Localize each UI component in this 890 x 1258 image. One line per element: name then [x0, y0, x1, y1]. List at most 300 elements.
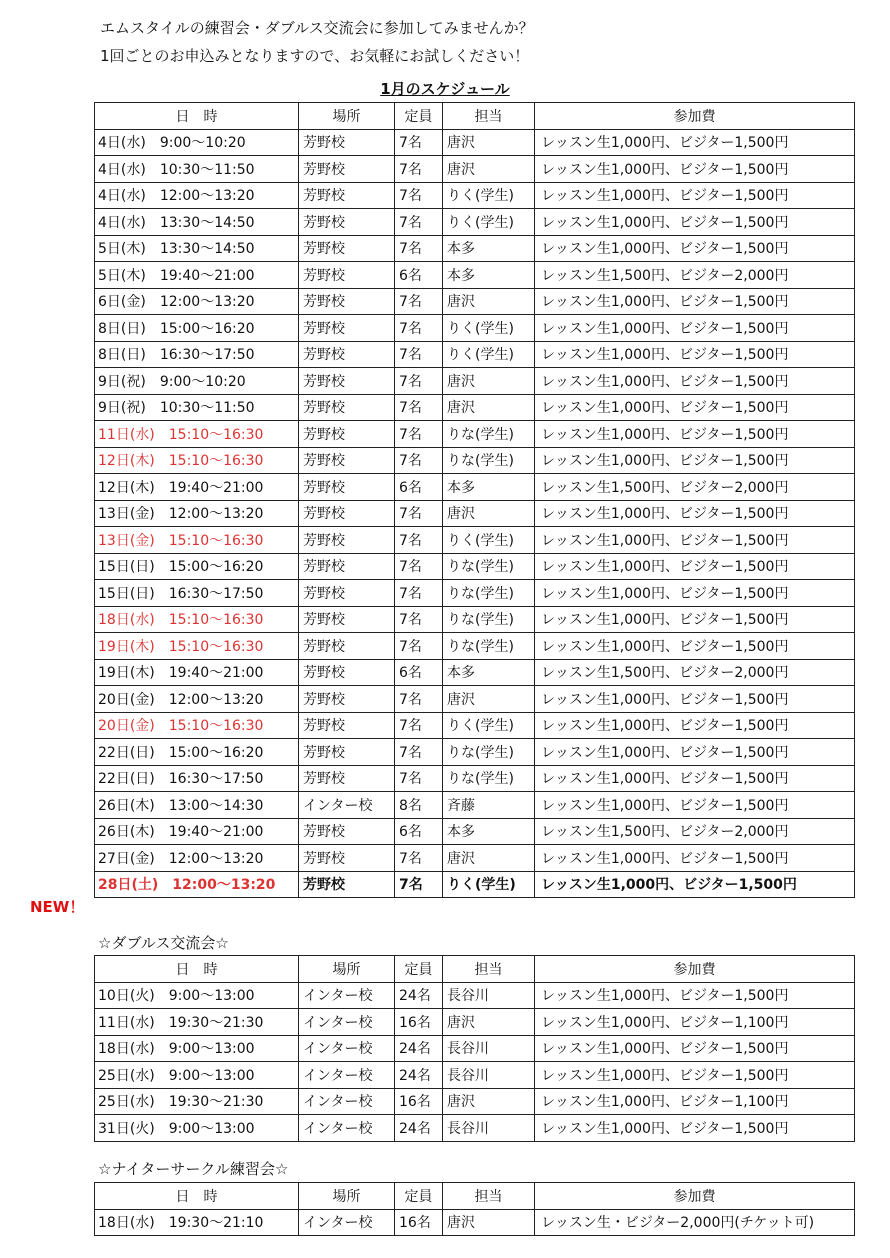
- cell-date: 15日(日): [98, 585, 155, 602]
- cell-time: 12:00〜13:20: [172, 877, 276, 894]
- table-row: [95, 633, 855, 660]
- cell-coach: りな(学生): [443, 606, 535, 633]
- header-place: 場所: [299, 1183, 395, 1210]
- cell-time: 15:10〜16:30: [168, 426, 264, 443]
- cell-place: 芳野校: [299, 129, 395, 156]
- cell-time: 19:40〜21:00: [168, 824, 264, 841]
- header-datetime: 日 時: [95, 1183, 299, 1210]
- intro-line-1: エムスタイルの練習会・ダブルス交流会に参加してみませんか？: [100, 19, 534, 37]
- cell-datetime: [95, 474, 299, 501]
- cell-capacity: 24名: [395, 1035, 443, 1062]
- cell-datetime: [95, 712, 299, 739]
- cell-datetime: [95, 341, 299, 368]
- cell-place: 芳野校: [299, 474, 395, 501]
- table-row: [95, 580, 855, 607]
- table-row: [95, 394, 855, 421]
- cell-capacity: 7名: [395, 182, 443, 209]
- cell-coach: 唐沢: [443, 1088, 535, 1115]
- cell-date: 4日(水): [98, 135, 146, 152]
- cell-coach: りな(学生): [443, 553, 535, 580]
- table-row: [95, 500, 855, 527]
- header-fee: 参加費: [535, 956, 855, 983]
- cell-place: 芳野校: [299, 394, 395, 421]
- cell-coach: 唐沢: [443, 845, 535, 872]
- header-place: 場所: [299, 956, 395, 983]
- cell-datetime: [95, 1115, 299, 1142]
- cell-date: 22日(日): [98, 744, 155, 761]
- cell-coach: りく(学生): [443, 871, 535, 898]
- table-row: [95, 739, 855, 766]
- cell-datetime: [95, 686, 299, 713]
- cell-capacity: 16名: [395, 1009, 443, 1036]
- cell-coach: 唐沢: [443, 368, 535, 395]
- cell-time: 15:10〜16:30: [168, 612, 264, 629]
- cell-date: 22日(日): [98, 771, 155, 788]
- table-row: [95, 1088, 855, 1115]
- header-capacity: 定員: [395, 956, 443, 983]
- cell-coach: 長谷川: [443, 1062, 535, 1089]
- cell-datetime: [95, 792, 299, 819]
- doubles-table: [94, 955, 855, 1142]
- cell-time: 10:30〜11:50: [159, 161, 255, 178]
- table-header-row: [95, 103, 855, 130]
- cell-fee: レッスン生1,000円、ビジター1,500円: [535, 368, 855, 395]
- cell-place: 芳野校: [299, 209, 395, 236]
- cell-time: 16:30〜17:50: [168, 585, 264, 602]
- cell-place: 芳野校: [299, 686, 395, 713]
- cell-capacity: 7名: [395, 606, 443, 633]
- header-datetime: 日 時: [95, 103, 299, 130]
- cell-date: 5日(木): [98, 241, 146, 258]
- table-row: [95, 871, 855, 898]
- cell-capacity: 7名: [395, 288, 443, 315]
- table-row: [95, 235, 855, 262]
- table-row: [95, 1062, 855, 1089]
- cell-datetime: [95, 262, 299, 289]
- cell-place: 芳野校: [299, 447, 395, 474]
- cell-time: 16:30〜17:50: [159, 347, 255, 364]
- cell-place: 芳野校: [299, 871, 395, 898]
- cell-date: 4日(水): [98, 161, 146, 178]
- cell-fee: レッスン生1,000円、ビジター1,500円: [535, 1035, 855, 1062]
- cell-place: インター校: [299, 792, 395, 819]
- table-row: [95, 1035, 855, 1062]
- cell-capacity: 8名: [395, 792, 443, 819]
- cell-capacity: 7名: [395, 765, 443, 792]
- table-row: [95, 368, 855, 395]
- cell-fee: レッスン生1,000円、ビジター1,500円: [535, 1062, 855, 1089]
- cell-coach: 斉藤: [443, 792, 535, 819]
- cell-coach: 長谷川: [443, 1035, 535, 1062]
- table-row: [95, 606, 855, 633]
- cell-date: 12日(木): [98, 453, 155, 470]
- cell-time: 15:10〜16:30: [168, 718, 264, 735]
- cell-datetime: [95, 845, 299, 872]
- cell-time: 9:00〜10:20: [159, 373, 246, 390]
- cell-time: 10:30〜11:50: [159, 400, 255, 417]
- cell-time: 16:30〜17:50: [168, 771, 264, 788]
- cell-coach: 長谷川: [443, 982, 535, 1009]
- cell-coach: 唐沢: [443, 500, 535, 527]
- cell-coach: 本多: [443, 235, 535, 262]
- cell-place: 芳野校: [299, 315, 395, 342]
- table-row: [95, 288, 855, 315]
- cell-date: 8日(日): [98, 320, 146, 337]
- cell-datetime: [95, 527, 299, 554]
- cell-coach: りく(学生): [443, 315, 535, 342]
- cell-fee: レッスン生1,000円、ビジター1,500円: [535, 686, 855, 713]
- cell-place: インター校: [299, 1009, 395, 1036]
- cell-fee: レッスン生1,000円、ビジター1,500円: [535, 712, 855, 739]
- cell-datetime: [95, 368, 299, 395]
- cell-datetime: [95, 553, 299, 580]
- cell-datetime: [95, 500, 299, 527]
- cell-capacity: 7名: [395, 156, 443, 183]
- table-row: [95, 818, 855, 845]
- cell-place: 芳野校: [299, 712, 395, 739]
- cell-capacity: 6名: [395, 818, 443, 845]
- cell-place: 芳野校: [299, 262, 395, 289]
- cell-time: 13:30〜14:50: [159, 214, 255, 231]
- cell-capacity: 16名: [395, 1088, 443, 1115]
- cell-fee: レッスン生1,000円、ビジター1,500円: [535, 871, 855, 898]
- cell-time: 12:00〜13:20: [168, 691, 264, 708]
- cell-capacity: 7名: [395, 633, 443, 660]
- cell-capacity: 7名: [395, 527, 443, 554]
- cell-capacity: 6名: [395, 659, 443, 686]
- cell-place: 芳野校: [299, 368, 395, 395]
- table-header-row: [95, 1183, 855, 1210]
- cell-date: 13日(金): [98, 506, 155, 523]
- cell-fee: レッスン生1,000円、ビジター1,500円: [535, 129, 855, 156]
- cell-fee: レッスン生1,000円、ビジター1,500円: [535, 792, 855, 819]
- cell-datetime: [95, 1088, 299, 1115]
- cell-coach: 唐沢: [443, 1209, 535, 1236]
- cell-datetime: [95, 659, 299, 686]
- cell-capacity: 16名: [395, 1209, 443, 1236]
- cell-time: 15:10〜16:30: [168, 638, 264, 655]
- cell-coach: 唐沢: [443, 288, 535, 315]
- cell-coach: 本多: [443, 474, 535, 501]
- cell-fee: レッスン生1,000円、ビジター1,100円: [535, 1088, 855, 1115]
- cell-coach: りく(学生): [443, 209, 535, 236]
- cell-place: インター校: [299, 982, 395, 1009]
- cell-capacity: 7名: [395, 368, 443, 395]
- cell-capacity: 7名: [395, 739, 443, 766]
- cell-capacity: 7名: [395, 235, 443, 262]
- cell-date: 13日(金): [98, 532, 155, 549]
- cell-capacity: 7名: [395, 500, 443, 527]
- nighter-table: [94, 1182, 855, 1236]
- cell-coach: りく(学生): [443, 182, 535, 209]
- cell-capacity: 7名: [395, 712, 443, 739]
- cell-fee: レッスン生1,500円、ビジター2,000円: [535, 262, 855, 289]
- cell-datetime: [95, 1035, 299, 1062]
- cell-place: 芳野校: [299, 659, 395, 686]
- cell-capacity: 7名: [395, 580, 443, 607]
- cell-fee: レッスン生1,000円、ビジター1,500円: [535, 315, 855, 342]
- cell-time: 19:30〜21:10: [168, 1215, 264, 1232]
- cell-date: 25日(水): [98, 1067, 155, 1084]
- cell-capacity: 7名: [395, 129, 443, 156]
- header-place: 場所: [299, 103, 395, 130]
- cell-place: 芳野校: [299, 633, 395, 660]
- schedule-title: 1月のスケジュール: [380, 80, 510, 98]
- cell-datetime: [95, 421, 299, 448]
- cell-datetime: [95, 235, 299, 262]
- cell-date: 19日(木): [98, 665, 155, 682]
- cell-place: 芳野校: [299, 182, 395, 209]
- cell-place: インター校: [299, 1062, 395, 1089]
- header-coach: 担当: [443, 1183, 535, 1210]
- cell-coach: りく(学生): [443, 527, 535, 554]
- cell-date: 8日(日): [98, 347, 146, 364]
- cell-date: 28日(土): [98, 877, 159, 894]
- table-row: [95, 262, 855, 289]
- table-row: [95, 712, 855, 739]
- cell-place: 芳野校: [299, 580, 395, 607]
- header-capacity: 定員: [395, 1183, 443, 1210]
- cell-fee: レッスン生1,000円、ビジター1,500円: [535, 1115, 855, 1142]
- cell-date: 11日(水): [98, 426, 155, 443]
- cell-place: インター校: [299, 1115, 395, 1142]
- cell-datetime: [95, 447, 299, 474]
- table-row: [95, 156, 855, 183]
- cell-date: 5日(木): [98, 267, 146, 284]
- table-row: [95, 792, 855, 819]
- cell-coach: りな(学生): [443, 421, 535, 448]
- cell-fee: レッスン生1,000円、ビジター1,500円: [535, 553, 855, 580]
- cell-coach: 唐沢: [443, 686, 535, 713]
- cell-time: 13:00〜14:30: [168, 797, 264, 814]
- cell-capacity: 7名: [395, 845, 443, 872]
- cell-datetime: [95, 633, 299, 660]
- cell-datetime: [95, 739, 299, 766]
- cell-datetime: [95, 156, 299, 183]
- cell-coach: 長谷川: [443, 1115, 535, 1142]
- table-row: [95, 553, 855, 580]
- cell-capacity: 7名: [395, 447, 443, 474]
- cell-coach: りく(学生): [443, 712, 535, 739]
- cell-date: 18日(水): [98, 1215, 155, 1232]
- cell-date: 6日(金): [98, 294, 146, 311]
- cell-fee: レッスン生1,000円、ビジター1,500円: [535, 500, 855, 527]
- cell-date: 4日(水): [98, 214, 146, 231]
- cell-datetime: [95, 182, 299, 209]
- cell-fee: レッスン生1,000円、ビジター1,500円: [535, 765, 855, 792]
- cell-time: 12:00〜13:20: [168, 850, 264, 867]
- cell-fee: レッスン生1,000円、ビジター1,500円: [535, 182, 855, 209]
- cell-place: インター校: [299, 1088, 395, 1115]
- cell-place: 芳野校: [299, 739, 395, 766]
- doubles-title: ☆ダブルス交流会☆: [98, 934, 229, 952]
- header-coach: 担当: [443, 956, 535, 983]
- header-capacity: 定員: [395, 103, 443, 130]
- intro-text: [100, 14, 534, 70]
- cell-date: 11日(水): [98, 1014, 155, 1031]
- cell-datetime: [95, 1209, 299, 1236]
- cell-datetime: [95, 818, 299, 845]
- nighter-title: ☆ナイターサークル練習会☆: [98, 1160, 289, 1178]
- cell-capacity: 7名: [395, 341, 443, 368]
- cell-place: 芳野校: [299, 156, 395, 183]
- cell-coach: りな(学生): [443, 447, 535, 474]
- cell-place: 芳野校: [299, 845, 395, 872]
- cell-capacity: 6名: [395, 262, 443, 289]
- table-row: [95, 315, 855, 342]
- table-row: [95, 527, 855, 554]
- cell-time: 9:00〜13:00: [168, 1041, 255, 1058]
- cell-place: 芳野校: [299, 527, 395, 554]
- table-row: [95, 182, 855, 209]
- cell-time: 19:30〜21:30: [168, 1014, 264, 1031]
- cell-place: インター校: [299, 1035, 395, 1062]
- cell-coach: りな(学生): [443, 633, 535, 660]
- cell-date: 12日(木): [98, 479, 155, 496]
- cell-fee: レッスン生・ビジター2,000円(チケット可): [535, 1209, 855, 1236]
- cell-place: 芳野校: [299, 288, 395, 315]
- cell-coach: 唐沢: [443, 394, 535, 421]
- cell-time: 13:30〜14:50: [159, 241, 255, 258]
- cell-fee: レッスン生1,000円、ビジター1,500円: [535, 633, 855, 660]
- cell-place: 芳野校: [299, 421, 395, 448]
- cell-date: 19日(木): [98, 638, 155, 655]
- cell-date: 10日(火): [98, 988, 155, 1005]
- cell-datetime: [95, 288, 299, 315]
- table-row: [95, 474, 855, 501]
- cell-fee: レッスン生1,500円、ビジター2,000円: [535, 818, 855, 845]
- header-fee: 参加費: [535, 1183, 855, 1210]
- cell-fee: レッスン生1,000円、ビジター1,500円: [535, 156, 855, 183]
- cell-capacity: 7名: [395, 686, 443, 713]
- table-row: [95, 421, 855, 448]
- cell-datetime: [95, 394, 299, 421]
- cell-fee: レッスン生1,000円、ビジター1,500円: [535, 845, 855, 872]
- header-datetime: 日 時: [95, 956, 299, 983]
- cell-date: 9日(祝): [98, 373, 146, 390]
- cell-place: 芳野校: [299, 500, 395, 527]
- cell-datetime: [95, 129, 299, 156]
- cell-coach: りな(学生): [443, 765, 535, 792]
- cell-date: 27日(金): [98, 850, 155, 867]
- cell-fee: レッスン生1,000円、ビジター1,500円: [535, 527, 855, 554]
- cell-time: 15:00〜16:20: [168, 559, 264, 576]
- practice-table: [94, 102, 855, 898]
- table-row: [95, 765, 855, 792]
- cell-fee: レッスン生1,500円、ビジター2,000円: [535, 474, 855, 501]
- cell-coach: りな(学生): [443, 739, 535, 766]
- cell-coach: 唐沢: [443, 129, 535, 156]
- cell-capacity: 7名: [395, 394, 443, 421]
- cell-coach: りく(学生): [443, 341, 535, 368]
- cell-date: 20日(金): [98, 691, 155, 708]
- cell-capacity: 24名: [395, 1062, 443, 1089]
- cell-capacity: 7名: [395, 209, 443, 236]
- cell-fee: レッスン生1,000円、ビジター1,500円: [535, 394, 855, 421]
- cell-time: 9:00〜13:00: [168, 1067, 255, 1084]
- header-fee: 参加費: [535, 103, 855, 130]
- cell-time: 9:00〜10:20: [159, 135, 246, 152]
- cell-fee: レッスン生1,000円、ビジター1,500円: [535, 739, 855, 766]
- cell-datetime: [95, 871, 299, 898]
- cell-coach: 本多: [443, 262, 535, 289]
- cell-time: 12:00〜13:20: [159, 294, 255, 311]
- table-row: [95, 1009, 855, 1036]
- cell-capacity: 7名: [395, 421, 443, 448]
- cell-place: 芳野校: [299, 235, 395, 262]
- cell-capacity: 24名: [395, 982, 443, 1009]
- table-row: [95, 209, 855, 236]
- cell-datetime: [95, 982, 299, 1009]
- cell-place: 芳野校: [299, 553, 395, 580]
- table-row: [95, 686, 855, 713]
- cell-date: 26日(木): [98, 824, 155, 841]
- cell-datetime: [95, 1009, 299, 1036]
- cell-fee: レッスン生1,000円、ビジター1,500円: [535, 421, 855, 448]
- table-row: [95, 845, 855, 872]
- cell-datetime: [95, 606, 299, 633]
- cell-datetime: [95, 315, 299, 342]
- cell-datetime: [95, 580, 299, 607]
- cell-time: 15:00〜16:20: [159, 320, 255, 337]
- cell-date: 9日(祝): [98, 400, 146, 417]
- cell-date: 4日(水): [98, 188, 146, 205]
- cell-date: 18日(水): [98, 1041, 155, 1058]
- cell-time: 19:30〜21:30: [168, 1094, 264, 1111]
- cell-fee: レッスン生1,000円、ビジター1,100円: [535, 1009, 855, 1036]
- cell-place: インター校: [299, 1209, 395, 1236]
- cell-date: 20日(金): [98, 718, 155, 735]
- cell-capacity: 24名: [395, 1115, 443, 1142]
- cell-date: 18日(水): [98, 612, 155, 629]
- cell-coach: 唐沢: [443, 1009, 535, 1036]
- table-header-row: [95, 956, 855, 983]
- cell-time: 19:40〜21:00: [168, 479, 264, 496]
- cell-time: 15:10〜16:30: [168, 453, 264, 470]
- cell-coach: 本多: [443, 818, 535, 845]
- cell-time: 19:40〜21:00: [168, 665, 264, 682]
- cell-date: 25日(水): [98, 1094, 155, 1111]
- cell-time: 12:00〜13:20: [168, 506, 264, 523]
- header-coach: 担当: [443, 103, 535, 130]
- cell-capacity: 7名: [395, 553, 443, 580]
- table-row: [95, 447, 855, 474]
- cell-datetime: [95, 765, 299, 792]
- cell-capacity: 6名: [395, 474, 443, 501]
- cell-fee: レッスン生1,000円、ビジター1,500円: [535, 580, 855, 607]
- cell-date: 26日(木): [98, 797, 155, 814]
- table-row: [95, 1115, 855, 1142]
- new-label: NEW！: [30, 898, 85, 916]
- cell-place: 芳野校: [299, 606, 395, 633]
- table-row: [95, 659, 855, 686]
- cell-capacity: 7名: [395, 871, 443, 898]
- cell-time: 15:10〜16:30: [168, 532, 264, 549]
- cell-datetime: [95, 1062, 299, 1089]
- cell-fee: レッスン生1,000円、ビジター1,500円: [535, 982, 855, 1009]
- cell-coach: 唐沢: [443, 156, 535, 183]
- intro-line-2: 1回ごとのお申込みとなりますので、お気軽にお試しください！: [100, 47, 530, 65]
- cell-fee: レッスン生1,000円、ビジター1,500円: [535, 209, 855, 236]
- table-row: [95, 982, 855, 1009]
- cell-place: 芳野校: [299, 341, 395, 368]
- cell-place: 芳野校: [299, 818, 395, 845]
- table-row: [95, 341, 855, 368]
- cell-place: 芳野校: [299, 765, 395, 792]
- cell-fee: レッスン生1,000円、ビジター1,500円: [535, 447, 855, 474]
- cell-datetime: [95, 209, 299, 236]
- table-row: [95, 1209, 855, 1236]
